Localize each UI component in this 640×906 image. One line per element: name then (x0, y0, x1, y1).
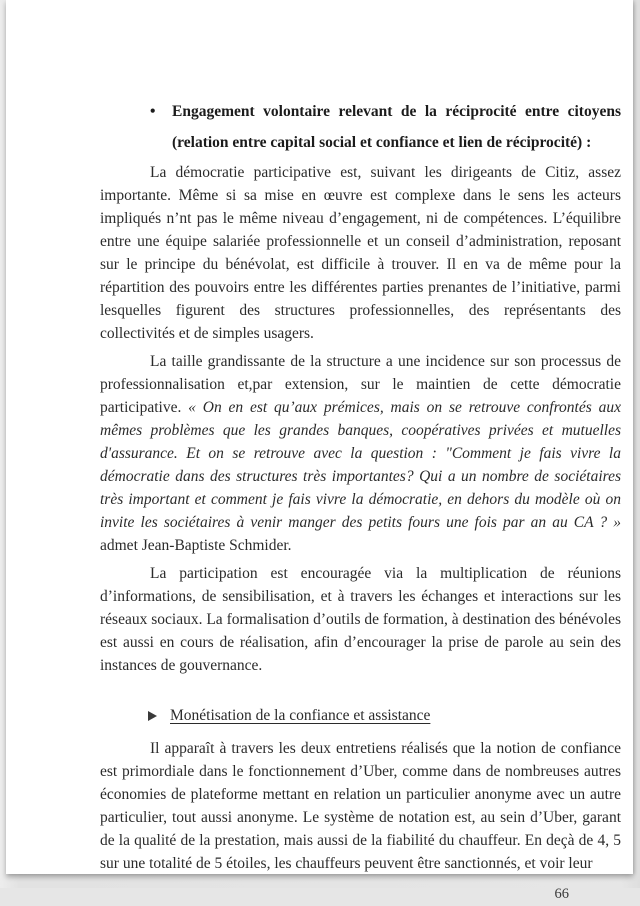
paragraph-confiance-uber: Il apparaît à travers les deux entretiens réalisés que la notion de confiance est primordiale dans le fonctionnement d’Uber, comme dans de nombreuses autres économies de plateforme mettant en relation un particulier anonyme avec un autre particulier, tout aussi anonyme. Le système de notation est, au sein d’Uber, garant de la qualité de la prestation, mais aussi de la fiabilité du chauffeur. En deçà de 4, 5 sur une totalité de 5 étoiles, les chauffeurs peuvent être sanctionnés, et voir leur (100, 740, 621, 872)
quote-italic-text: « On en est qu’aux prémices, mais on se retrouve confrontés aux mêmes problèmes que les grandes banques, coopératives privées et mutuelles d'assurance. Et on se retrouve avec la question : "Comment je fais vivre la démocratie dans des structures très importantes? Qui a un nombre de sociétaires très important et comment je fais vivre la démocratie, en dehors du modèle où on invite les sociétaires à venir manger des petits fours une fois par an au CA ? » (100, 399, 621, 531)
bullet-icon: • (150, 103, 156, 120)
quote-attribution-text: admet Jean-Baptiste Schmider. (100, 537, 292, 554)
paragraph-participation: La participation est encouragée via la multiplication de réunions d’informations, de sensibilisation, et à travers les échanges et interactions sur les réseaux sociaux. La formalisation d’outils de formation, à destination des bénévoles est aussi en cours de réalisation, afin d’encourager la prise de parole au sein des instances de gouvernance. (100, 565, 621, 674)
document-page (6, 0, 633, 902)
paragraph-taille-grandissante (100, 350, 621, 557)
arrow-heading (148, 704, 621, 727)
paragraph-lead-text: La taille grandissante de la structure a une incidence sur son processus de professionnalisation et,par extension, sur le maintien de cette démocratie participative. (100, 353, 621, 416)
page-number: 66 (554, 886, 569, 902)
bullet-heading-text: Engagement volontaire relevant de la réciprocité entre citoyens (relation entre capital social et confiance et lien de réciprocité) : (172, 103, 621, 151)
page-content (100, 96, 621, 906)
arrow-bullet-icon (148, 711, 170, 721)
arrow-heading-text: Monétisation de la confiance et assistance (170, 707, 431, 724)
bullet-heading (150, 96, 621, 158)
paragraph-democratie: La démocratie participative est, suivant les dirigeants de Citiz, assez importante. Même si sa mise en œuvre est complexe dans le sens les acteurs impliqués n’nt pas le même niveau d’engagement, ni de compétences. L’équilibre entre une équipe salariée professionnelle et un conseil d’administration, reposant sur le principe du bénévolat, est difficile à trouver. Il en va de même pour la répartition des pouvoirs entre les différentes parties prenantes de l’initiative, parmi lesquelles figurent des structures professionnelles, des représentants des collectivités et de simples usagers. (100, 164, 621, 342)
